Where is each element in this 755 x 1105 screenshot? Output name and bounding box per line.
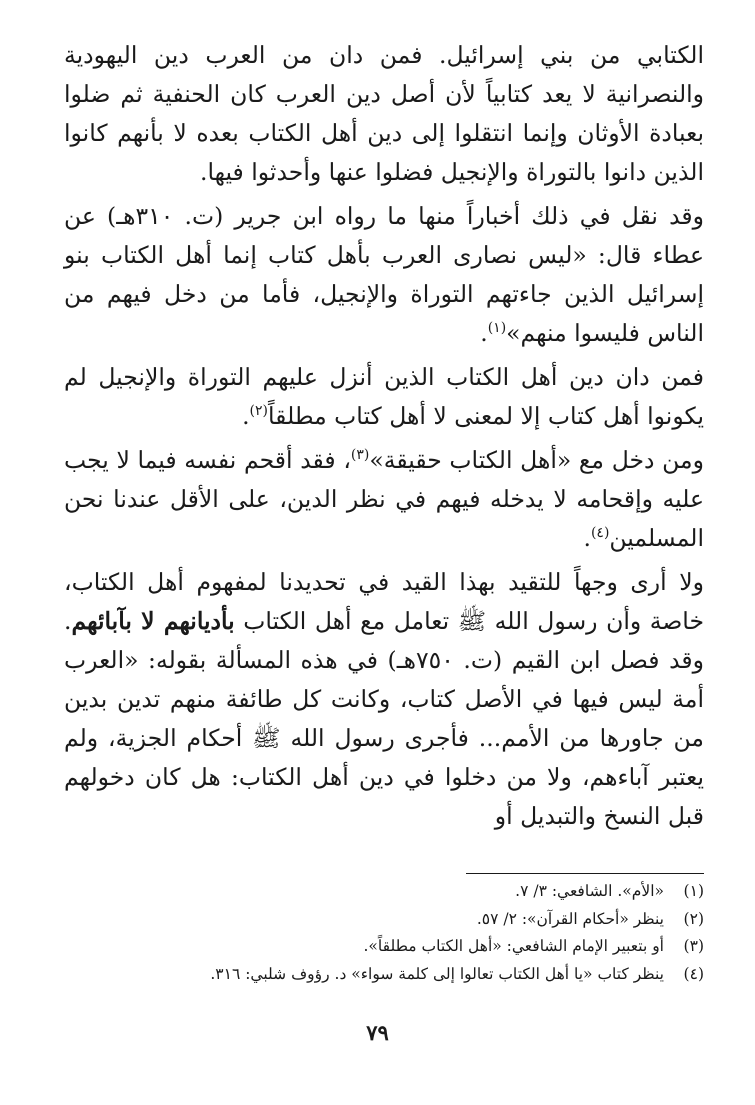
footnote-number: (٣) bbox=[683, 937, 704, 955]
paragraph-2 bbox=[64, 197, 704, 353]
paragraph-2-text: وقد نقل في ذلك أخباراً منها ما رواه ابن جرير (ت. ٣١٠هـ) عن عطاء قال: «ليس نصارى العرب بأهل كتاب إنما أهل الكتاب بنو إسرائيل الذين جاءتهم التوراة والإنجيل، فأما من دخل فيهم من الناس فليسوا منهم» bbox=[64, 202, 705, 347]
footnote-ref-4[interactable]: (٤) bbox=[590, 525, 610, 542]
footnote-number: (٤) bbox=[683, 964, 704, 983]
footnote-ref-3[interactable]: (٣) bbox=[350, 447, 370, 464]
page-number: ٧٩ bbox=[366, 1020, 389, 1045]
footnote-ref-2[interactable]: (٢) bbox=[249, 403, 269, 420]
footnote-2 bbox=[100, 906, 704, 934]
footnote-3 bbox=[100, 933, 704, 961]
paragraph-5 bbox=[64, 563, 704, 836]
footnote-divider bbox=[466, 873, 704, 874]
footnote-ref-1[interactable]: (١) bbox=[487, 320, 507, 337]
paragraph-5-tail: . وقد فصل ابن القيم (ت. ٧٥٠هـ) في هذه المسألة بقوله: «العرب أمة ليس فيها في الأصل كتاب، وكانت كل طائفة منهم تدين بدين من جاورها من الأمم... فأجرى رسول الله ﷺ أحكام الجزية، ولم يعتبر آباءهم، ولا من دخلوا في دين أهل الكتاب: هل كان دخولهم قبل النسخ والتبديل أو bbox=[64, 607, 704, 830]
paragraph-3-text: فمن دان دين أهل الكتاب الذين أنزل عليهم التوراة والإنجيل لم يكونوا أهل كتاب إلا لمعنى لا أهل كتاب مطلقاً bbox=[64, 363, 704, 430]
footnote-number: (٢) bbox=[683, 909, 704, 928]
paragraph-4-tail2: . bbox=[583, 524, 591, 552]
paragraph-5-bold: بأديانهم لا بآبائهم bbox=[71, 607, 235, 635]
paragraph-2-tail: . bbox=[480, 319, 488, 347]
footnotes bbox=[100, 878, 704, 988]
footnote-text: «الأم». الشافعي: ٣/ ٧. bbox=[515, 882, 664, 900]
paragraph-5-text: ولا أرى وجهاً للتقيد بهذا القيد في تحديدنا لمفهوم أهل الكتاب، خاصة وأن رسول الله ﷺ تعامل مع أهل الكتاب bbox=[64, 568, 704, 635]
paragraph-4 bbox=[64, 441, 704, 558]
page-body bbox=[64, 36, 704, 836]
paragraph-3 bbox=[64, 358, 704, 436]
footnote-1 bbox=[100, 878, 704, 906]
footnote-number: (١) bbox=[683, 882, 704, 900]
paragraph-4-tail: ، فقد أقحم نفسه فيما لا يجب عليه وإقحامه لا يدخله فيهم في نظر الدين، على الأقل عندنا نحن المسلمين bbox=[64, 446, 704, 552]
footnote-text: ينظر كتاب «يا أهل الكتاب تعالوا إلى كلمة سواء» د. رؤوف شلبي: ٣١٦. bbox=[210, 964, 664, 983]
footnote-text: ينظر «أحكام القرآن»: ٢/ ٥٧. bbox=[476, 909, 664, 928]
paragraph-1-text: الكتابي من بني إسرائيل. فمن دان من العرب دين اليهودية والنصرانية لا يعد كتابياً لأن أصل دين العرب كان الحنفية ثم ضلوا بعبادة الأوثان وإنما انتقلوا إلى دين أهل الكتاب بعده لا بأنهم كانوا الذين دانوا بالتوراة والإنجيل فضلوا عنها وأحدثوا فيها. bbox=[64, 41, 704, 186]
paragraph-1 bbox=[64, 36, 704, 192]
footnote-text: أو بتعبير الإمام الشافعي: «أهل الكتاب مطلقاً». bbox=[363, 937, 664, 955]
footnote-4 bbox=[100, 961, 704, 989]
paragraph-4-text: ومن دخل مع «أهل الكتاب حقيقة» bbox=[369, 446, 704, 474]
paragraph-3-tail: . bbox=[242, 402, 250, 430]
